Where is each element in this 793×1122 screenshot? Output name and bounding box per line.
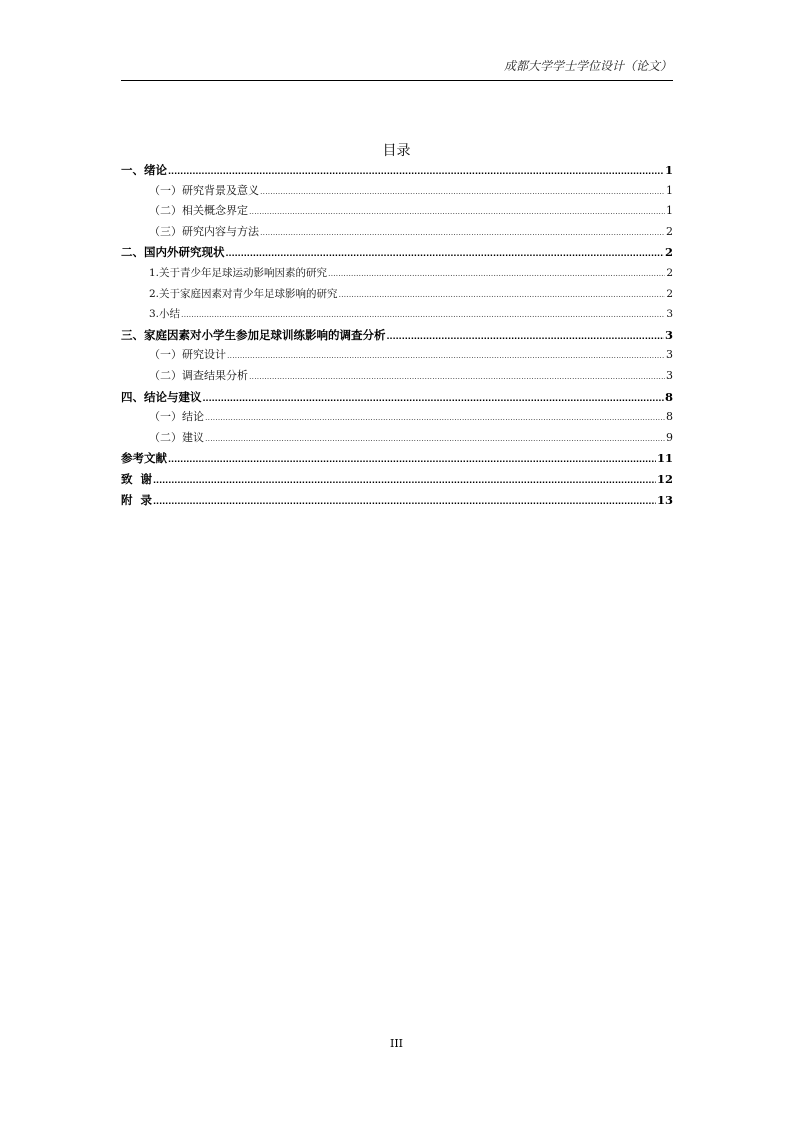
toc-leader xyxy=(339,285,666,305)
toc-entry-page: 3 xyxy=(666,308,673,321)
toc-entry-label: （一）研究设计 xyxy=(149,348,226,362)
toc-entry[interactable] xyxy=(121,490,673,511)
toc-entry-label: 1.关于青少年足球运动影响因素的研究 xyxy=(149,266,328,279)
toc-entry[interactable] xyxy=(121,284,673,305)
toc-entry-page: 2 xyxy=(666,287,673,300)
toc-entry-label: 3.小结 xyxy=(149,308,181,321)
toc-entry-label: （一）研究背景及意义 xyxy=(149,183,259,197)
toc-entry-label: 二、国内外研究现状 xyxy=(121,245,225,260)
toc-entry-label: 附 录 xyxy=(121,492,153,507)
toc-entry-label: （二）调查结果分析 xyxy=(149,368,248,382)
toc-leader xyxy=(260,223,665,243)
toc-entry-label: （三）研究内容与方法 xyxy=(149,224,259,238)
toc-entry[interactable] xyxy=(121,387,673,408)
page-number: III xyxy=(389,1037,404,1050)
toc-entry[interactable] xyxy=(121,428,673,449)
toc-entry-page: 2 xyxy=(666,224,673,238)
toc-entry-page: 2 xyxy=(664,245,673,260)
header-rule xyxy=(121,80,673,81)
toc-leader xyxy=(168,162,664,181)
toc-entry-label: 参考文献 xyxy=(121,451,167,466)
toc-leader xyxy=(226,244,664,263)
toc-leader xyxy=(249,367,665,387)
toc-entry-page: 12 xyxy=(656,471,673,486)
toc-entry[interactable] xyxy=(121,263,673,284)
toc-entry-label: 2.关于家庭因素对青少年足球影响的研究 xyxy=(149,287,338,300)
table-of-contents xyxy=(121,160,673,510)
toc-leader xyxy=(203,389,664,408)
toc-entry-page: 3 xyxy=(666,348,673,362)
toc-entry-page: 2 xyxy=(666,266,673,279)
toc-entry-page: 8 xyxy=(664,389,673,404)
toc-entry[interactable] xyxy=(121,366,673,387)
toc-entry[interactable] xyxy=(121,304,673,325)
toc-entry[interactable] xyxy=(121,325,673,346)
toc-entry[interactable] xyxy=(121,345,673,366)
toc-entry[interactable] xyxy=(121,469,673,490)
toc-entry-page: 1 xyxy=(666,204,673,218)
toc-entry[interactable] xyxy=(121,181,673,202)
toc-entry[interactable] xyxy=(121,242,673,263)
toc-leader xyxy=(168,450,656,469)
toc-entry[interactable] xyxy=(121,407,673,428)
toc-entry-label: （二）相关概念界定 xyxy=(149,204,248,218)
toc-leader xyxy=(387,327,664,346)
toc-entry-page: 1 xyxy=(664,163,673,177)
toc-leader xyxy=(153,471,656,490)
toc-entry-page: 3 xyxy=(664,327,673,342)
toc-entry-page: 11 xyxy=(656,451,673,466)
toc-entry-label: 三、家庭因素对小学生参加足球训练影响的调查分析 xyxy=(121,327,386,342)
toc-entry-label: 一、绪论 xyxy=(121,163,167,177)
toc-entry-label: 致 谢 xyxy=(121,471,153,486)
toc-leader xyxy=(227,346,665,366)
toc-entry-label: 四、结论与建议 xyxy=(121,389,202,404)
toc-entry-page: 9 xyxy=(666,430,673,444)
toc-entry[interactable] xyxy=(121,160,673,181)
toc-leader xyxy=(328,264,665,284)
toc-leader xyxy=(205,408,665,428)
toc-entry-page: 1 xyxy=(666,183,673,197)
toc-entry-label: （二）建议 xyxy=(149,430,204,444)
toc-entry-page: 13 xyxy=(656,492,673,507)
toc-entry[interactable] xyxy=(121,201,673,222)
toc-entry-page: 3 xyxy=(666,368,673,382)
toc-leader xyxy=(153,492,656,511)
toc-leader xyxy=(205,429,665,449)
toc-title: 目录 xyxy=(382,143,411,159)
toc-entry[interactable] xyxy=(121,222,673,243)
toc-leader xyxy=(260,182,665,202)
toc-entry-page: 8 xyxy=(666,410,673,424)
toc-entry-label: （一）结论 xyxy=(149,410,204,424)
toc-leader xyxy=(181,305,665,325)
toc-leader xyxy=(249,202,665,222)
toc-entry[interactable] xyxy=(121,448,673,469)
running-header: 成都大学学士学位设计（论文） xyxy=(503,59,672,73)
